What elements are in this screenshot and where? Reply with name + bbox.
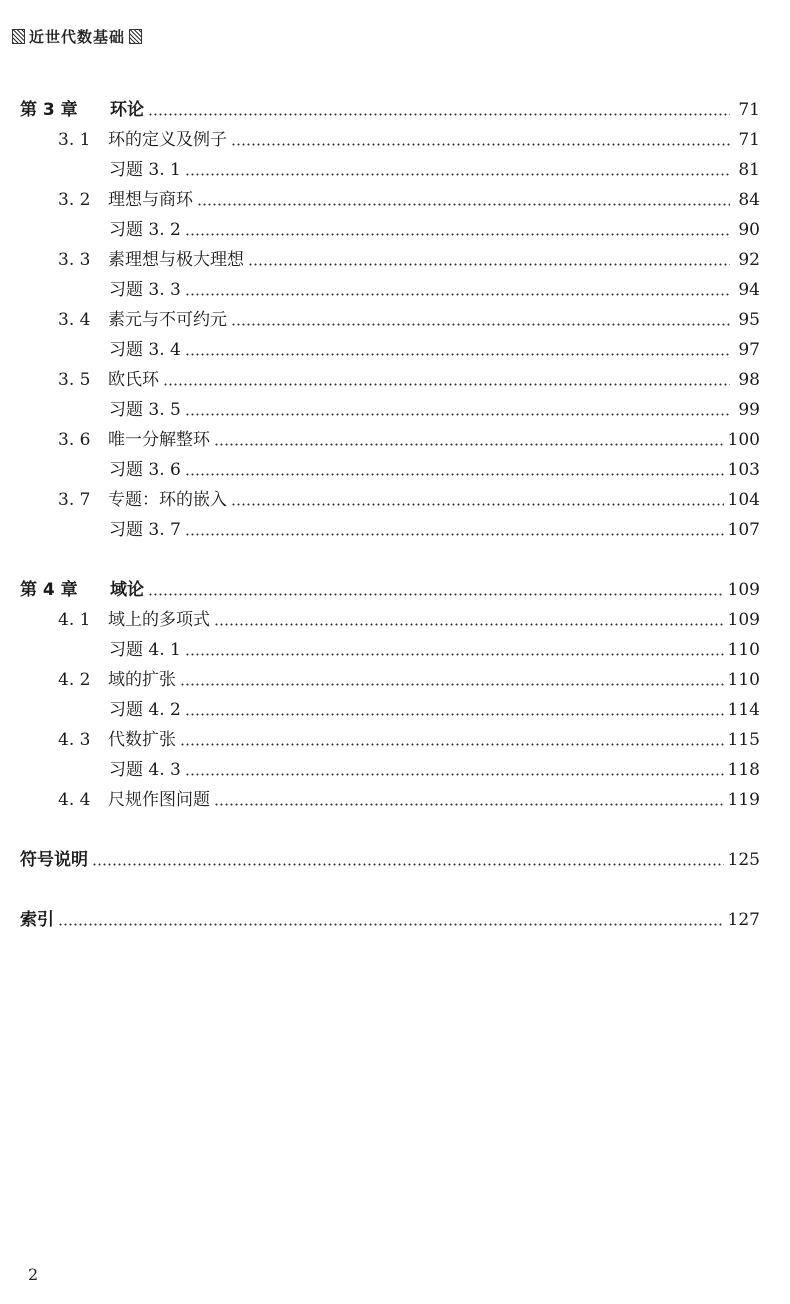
page-ref: 127 <box>727 910 760 930</box>
page-ref: 110 <box>727 640 760 660</box>
dot-leader <box>185 653 724 656</box>
exercise-title: 习题 3. 7 <box>109 520 181 540</box>
section-title: 素理想与极大理想 <box>108 250 244 270</box>
dot-leader <box>185 773 724 776</box>
page-ref: 98 <box>738 370 760 390</box>
toc-exercise-4-3[interactable] <box>20 755 760 785</box>
exercise-title: 习题 4. 2 <box>109 700 181 720</box>
dot-leader <box>185 533 724 536</box>
page-ref: 99 <box>738 400 760 420</box>
dot-leader <box>185 713 724 716</box>
dot-leader <box>231 323 730 326</box>
chapter-title: 环论 <box>110 100 144 120</box>
section-number: 3. 3 <box>58 250 91 270</box>
page-ref: 103 <box>727 460 760 480</box>
page-ref: 107 <box>727 520 760 540</box>
dot-leader <box>185 173 730 176</box>
toc-symbols[interactable] <box>20 845 760 875</box>
toc-section-3-7[interactable] <box>20 485 760 515</box>
dot-leader <box>185 473 724 476</box>
section-number: 3. 5 <box>58 370 91 390</box>
page-ref: 109 <box>727 580 760 600</box>
chapter-number: 第 3 章 <box>20 100 78 120</box>
exercise-title: 习题 4. 3 <box>109 760 181 780</box>
exercise-title: 习题 3. 3 <box>109 280 181 300</box>
dot-leader <box>248 263 730 266</box>
section-title: 唯一分解整环 <box>108 430 210 450</box>
dot-leader <box>231 503 724 506</box>
exercise-title: 习题 3. 5 <box>109 400 181 420</box>
chapter-3-block <box>20 95 760 545</box>
table-of-contents <box>20 95 760 965</box>
dot-leader <box>180 683 724 686</box>
page-ref: 114 <box>727 700 760 720</box>
toc-exercise-3-1[interactable] <box>20 155 760 185</box>
toc-section-4-2[interactable] <box>20 665 760 695</box>
page-ref: 92 <box>738 250 760 270</box>
toc-exercise-3-2[interactable] <box>20 215 760 245</box>
page-ref: 97 <box>738 340 760 360</box>
hatch-ornament-icon <box>129 29 142 44</box>
toc-section-3-3[interactable] <box>20 245 760 275</box>
section-title: 域上的多项式 <box>108 610 210 630</box>
book-title: 近世代数基础 <box>29 28 126 46</box>
section-number: 4. 4 <box>58 790 91 810</box>
symbols-title: 符号说明 <box>20 850 88 870</box>
toc-exercise-3-7[interactable] <box>20 515 760 545</box>
section-title: 代数扩张 <box>108 730 176 750</box>
toc-section-4-3[interactable] <box>20 725 760 755</box>
page-ref: 118 <box>727 760 760 780</box>
dot-leader <box>185 353 730 356</box>
page-ref: 100 <box>727 430 760 450</box>
dot-leader <box>214 803 724 806</box>
toc-index[interactable] <box>20 905 760 935</box>
section-number: 4. 3 <box>58 730 91 750</box>
page-ref: 71 <box>738 100 760 120</box>
toc-section-3-2[interactable] <box>20 185 760 215</box>
chapter-4-block <box>20 575 760 815</box>
toc-section-3-4[interactable] <box>20 305 760 335</box>
page-ref: 71 <box>738 130 760 150</box>
dot-leader <box>148 593 724 596</box>
toc-section-3-1[interactable] <box>20 125 760 155</box>
page-ref: 119 <box>727 790 760 810</box>
page-number: 2 <box>28 1265 39 1284</box>
dot-leader <box>185 233 730 236</box>
exercise-title: 习题 3. 2 <box>109 220 181 240</box>
toc-section-4-4[interactable] <box>20 785 760 815</box>
toc-section-4-1[interactable] <box>20 605 760 635</box>
page-ref: 125 <box>727 850 760 870</box>
page-ref: 110 <box>727 670 760 690</box>
page-ref: 104 <box>727 490 760 510</box>
index-title: 索引 <box>20 910 54 930</box>
toc-exercise-3-4[interactable] <box>20 335 760 365</box>
toc-section-3-6[interactable] <box>20 425 760 455</box>
dot-leader <box>214 623 724 626</box>
chapter-number: 第 4 章 <box>20 580 78 600</box>
toc-section-3-5[interactable] <box>20 365 760 395</box>
symbols-block <box>20 845 760 875</box>
section-title: 素元与不可约元 <box>108 310 227 330</box>
section-number: 4. 1 <box>58 610 91 630</box>
toc-chapter-3[interactable] <box>20 95 760 125</box>
dot-leader <box>214 443 724 446</box>
dot-leader <box>197 203 730 206</box>
hatch-ornament-icon <box>12 29 25 44</box>
page-ref: 81 <box>738 160 760 180</box>
page-ref: 94 <box>738 280 760 300</box>
section-title: 欧氏环 <box>108 370 159 390</box>
index-block <box>20 905 760 935</box>
section-number: 4. 2 <box>58 670 91 690</box>
exercise-title: 习题 4. 1 <box>109 640 181 660</box>
dot-leader <box>185 293 730 296</box>
section-title: 域的扩张 <box>108 670 176 690</box>
toc-exercise-3-6[interactable] <box>20 455 760 485</box>
section-title: 环的定义及例子 <box>108 130 227 150</box>
section-title: 专题：环的嵌入 <box>108 490 227 510</box>
section-title: 理想与商环 <box>108 190 193 210</box>
page-ref: 109 <box>727 610 760 630</box>
exercise-title: 习题 3. 6 <box>109 460 181 480</box>
section-number: 3. 6 <box>58 430 91 450</box>
section-number: 3. 4 <box>58 310 91 330</box>
chapter-title: 域论 <box>110 580 144 600</box>
dot-leader <box>148 113 730 116</box>
exercise-title: 习题 3. 1 <box>109 160 181 180</box>
toc-exercise-3-5[interactable] <box>20 395 760 425</box>
page-ref: 115 <box>727 730 760 750</box>
dot-leader <box>231 143 730 146</box>
section-number: 3. 7 <box>58 490 91 510</box>
section-number: 3. 1 <box>58 130 91 150</box>
toc-exercise-4-2[interactable] <box>20 695 760 725</box>
section-number: 3. 2 <box>58 190 91 210</box>
running-header <box>8 26 146 47</box>
page-ref: 84 <box>738 190 760 210</box>
section-title: 尺规作图问题 <box>108 790 210 810</box>
dot-leader <box>58 923 724 926</box>
exercise-title: 习题 3. 4 <box>109 340 181 360</box>
toc-chapter-4[interactable] <box>20 575 760 605</box>
toc-exercise-4-1[interactable] <box>20 635 760 665</box>
toc-exercise-3-3[interactable] <box>20 275 760 305</box>
dot-leader <box>92 863 724 866</box>
dot-leader <box>180 743 724 746</box>
dot-leader <box>185 413 730 416</box>
page-ref: 95 <box>738 310 760 330</box>
page-ref: 90 <box>738 220 760 240</box>
dot-leader <box>163 383 730 386</box>
